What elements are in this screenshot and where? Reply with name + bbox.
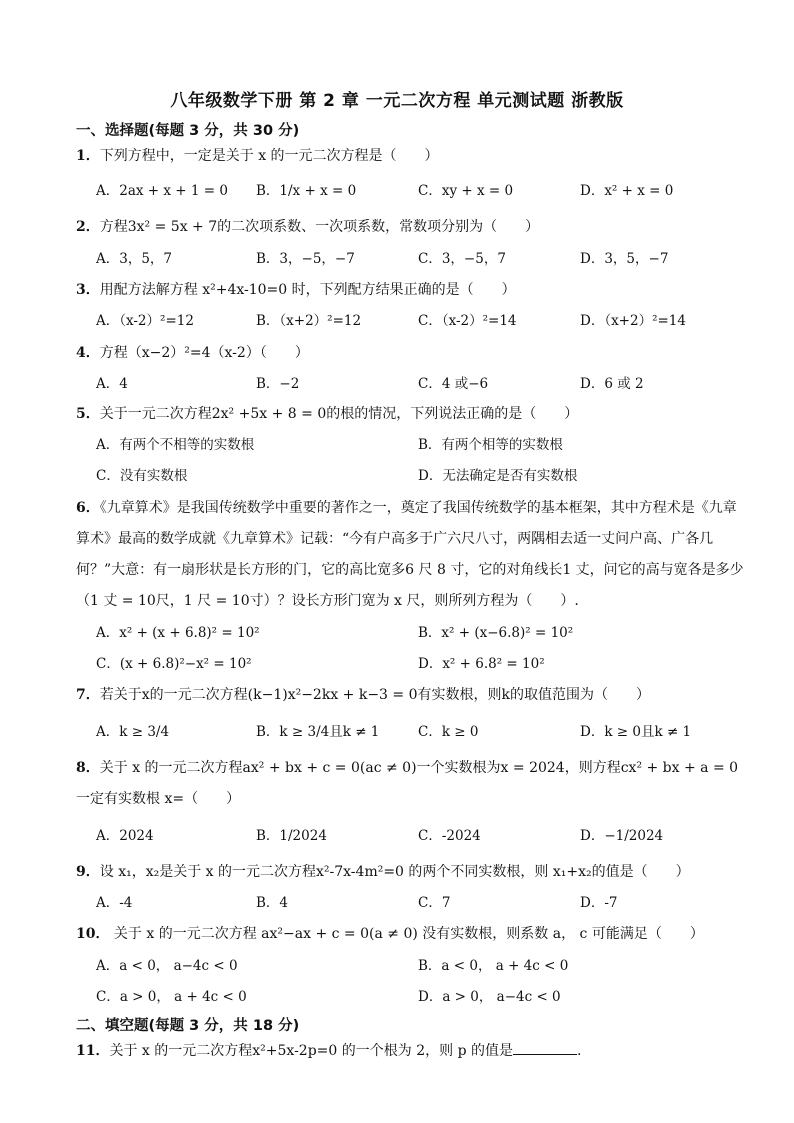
option-c: C．没有实数根	[96, 468, 188, 484]
question-stem: 关于 x 的一元二次方程 ax²−ax + c = 0(a ≠ 0) 没有实数根，则系数 a， c 可能满足（ ）	[109, 926, 704, 942]
option-a: A．k ≥ 3/4	[96, 724, 170, 740]
option-a: A．3，5，7	[96, 251, 173, 267]
question-2	[76, 217, 726, 237]
page-title: 八年级数学下册 第 2 章 一元二次方程 单元测试题 浙教版	[170, 91, 624, 111]
question-stem: 设 x₁，x₂是关于 x 的一元二次方程x²-7x-4m²=0 的两个不同实数根，则 x₁+x₂的值是（ ）	[99, 864, 690, 880]
option-b: B．有两个相等的实数根	[418, 437, 563, 453]
option-d: D．6 或 2	[580, 376, 644, 392]
option-c: C．(x + 6.8)²−x² = 10²	[96, 656, 252, 672]
question-stem: 关于一元二次方程2x² +5x + 8 = 0的根的情况，下列说法正确的是（ ）	[99, 406, 579, 422]
option-c: C．3，−5，7	[418, 251, 506, 267]
question-1	[76, 146, 726, 166]
question-11	[76, 1040, 726, 1061]
question-10	[76, 924, 726, 944]
option-d: D．3，5，−7	[580, 251, 669, 267]
option-a: A．-4	[96, 895, 133, 911]
option-b: B．3，−5，−7	[256, 251, 355, 267]
question-6	[76, 493, 748, 617]
option-b: B．−2	[256, 376, 300, 392]
option-c: C．a > 0， a + 4c < 0	[96, 989, 247, 1005]
option-d: D．x² + 6.8² = 10²	[418, 656, 545, 672]
option-d: D．（x+2）²=14	[580, 313, 686, 329]
option-b: B．4	[256, 895, 289, 911]
option-c: C．xy + x = 0	[418, 183, 514, 199]
option-d: D．x² + x = 0	[580, 183, 674, 199]
question-3	[76, 280, 726, 300]
question-8	[76, 753, 748, 815]
question-number: 9．	[76, 864, 100, 880]
option-c: C．k ≥ 0	[418, 724, 479, 740]
question-4	[76, 343, 726, 363]
option-a: A．有两个不相等的实数根	[96, 437, 255, 453]
option-a: A．2ax + x + 1 = 0	[96, 183, 228, 199]
option-b: B．k ≥ 3/4且k ≠ 1	[256, 724, 380, 740]
option-d: D．k ≥ 0且k ≠ 1	[580, 724, 692, 740]
question-number: 2．	[76, 219, 100, 235]
option-c: C．7	[418, 895, 451, 911]
question-tail: .	[576, 1043, 582, 1059]
question-number: 5．	[76, 406, 100, 422]
option-b: B．1/x + x = 0	[256, 183, 357, 199]
question-stem: 关于 x 的一元二次方程x²+5x-2p=0 的一个根为 2，则 p 的值是	[109, 1043, 513, 1059]
section-heading-fill-blank: 二、填空题(每题 3 分，共 18 分)	[76, 1018, 300, 1034]
question-stem: 若关于x的一元二次方程(k−1)x²−2kx + k−3 = 0有实数根，则k的取值范围为（ ）	[99, 687, 650, 703]
question-number: 8．	[76, 760, 100, 776]
question-stem: 用配方法解方程 x²+4x-10=0 时，下列配方结果正确的是（ ）	[99, 282, 516, 298]
question-stem: 关于 x 的一元二次方程ax² + bx + c = 0(ac ≠ 0)一个实数根为x = 2024，则方程cx² + bx + a = 0一定有实数根 x=（ ）	[76, 760, 739, 807]
option-b: B．a < 0， a + 4c < 0	[418, 958, 569, 974]
question-number: 4．	[76, 345, 100, 361]
option-b: B．x² + (x−6.8)² = 10²	[418, 625, 574, 641]
question-number: 10．	[76, 926, 110, 942]
question-9	[76, 862, 726, 882]
option-d: D．-7	[580, 895, 618, 911]
option-c: C．（x-2）²=14	[418, 313, 517, 329]
option-a: A．x² + (x + 6.8)² = 10²	[96, 625, 260, 641]
option-c: C．-2024	[418, 828, 481, 844]
option-a: A．（x-2）²=12	[96, 313, 194, 329]
option-d: D．a > 0， a−4c < 0	[418, 989, 561, 1005]
question-stem: 下列方程中，一定是关于 x 的一元二次方程是（ ）	[99, 148, 439, 164]
option-a: A．4	[96, 376, 128, 392]
question-number: 3．	[76, 282, 100, 298]
option-d: D．无法确定是否有实数根	[418, 468, 578, 484]
option-a: A．a < 0， a−4c < 0	[96, 958, 238, 974]
question-5	[76, 404, 726, 424]
option-c: C．4 或−6	[418, 376, 489, 392]
question-stem: 方程3x² = 5x + 7的二次项系数、一次项系数，常数项分别为（ ）	[99, 219, 540, 235]
option-b: B．1/2024	[256, 828, 327, 844]
question-stem: 方程（x−2）²=4（x-2）（ ）	[99, 345, 309, 361]
question-number: 11．	[76, 1043, 110, 1059]
section-heading-choice: 一、选择题(每题 3 分，共 30 分)	[76, 123, 300, 139]
question-number: 1．	[76, 148, 100, 164]
question-number: 6．	[76, 500, 100, 516]
option-a: A．2024	[96, 828, 154, 844]
option-b: B．（x+2）²=12	[256, 313, 362, 329]
answer-blank[interactable]	[513, 1040, 577, 1055]
question-number: 7．	[76, 687, 100, 703]
question-stem: 《九章算术》是我国传统数学中重要的著作之一，奠定了我国传统数学的基本框架，其中方程术是《九章算术》最高的数学成就《九章算术》记载：“今有户高多于广六尺八寸，两隅相去适一丈问户高、广各几何？”大意：有一扇形状是长方形的门，它的高比宽多6 尺 8 寸，它的对角线长1 丈，问它的高与宽各是多少（1 丈 = 10尺，1 尺 = 10寸）？设长方形门宽为 x 尺，则所列方程为（ ）.	[76, 500, 744, 609]
option-d: D．−1/2024	[580, 828, 664, 844]
question-7	[76, 685, 726, 705]
